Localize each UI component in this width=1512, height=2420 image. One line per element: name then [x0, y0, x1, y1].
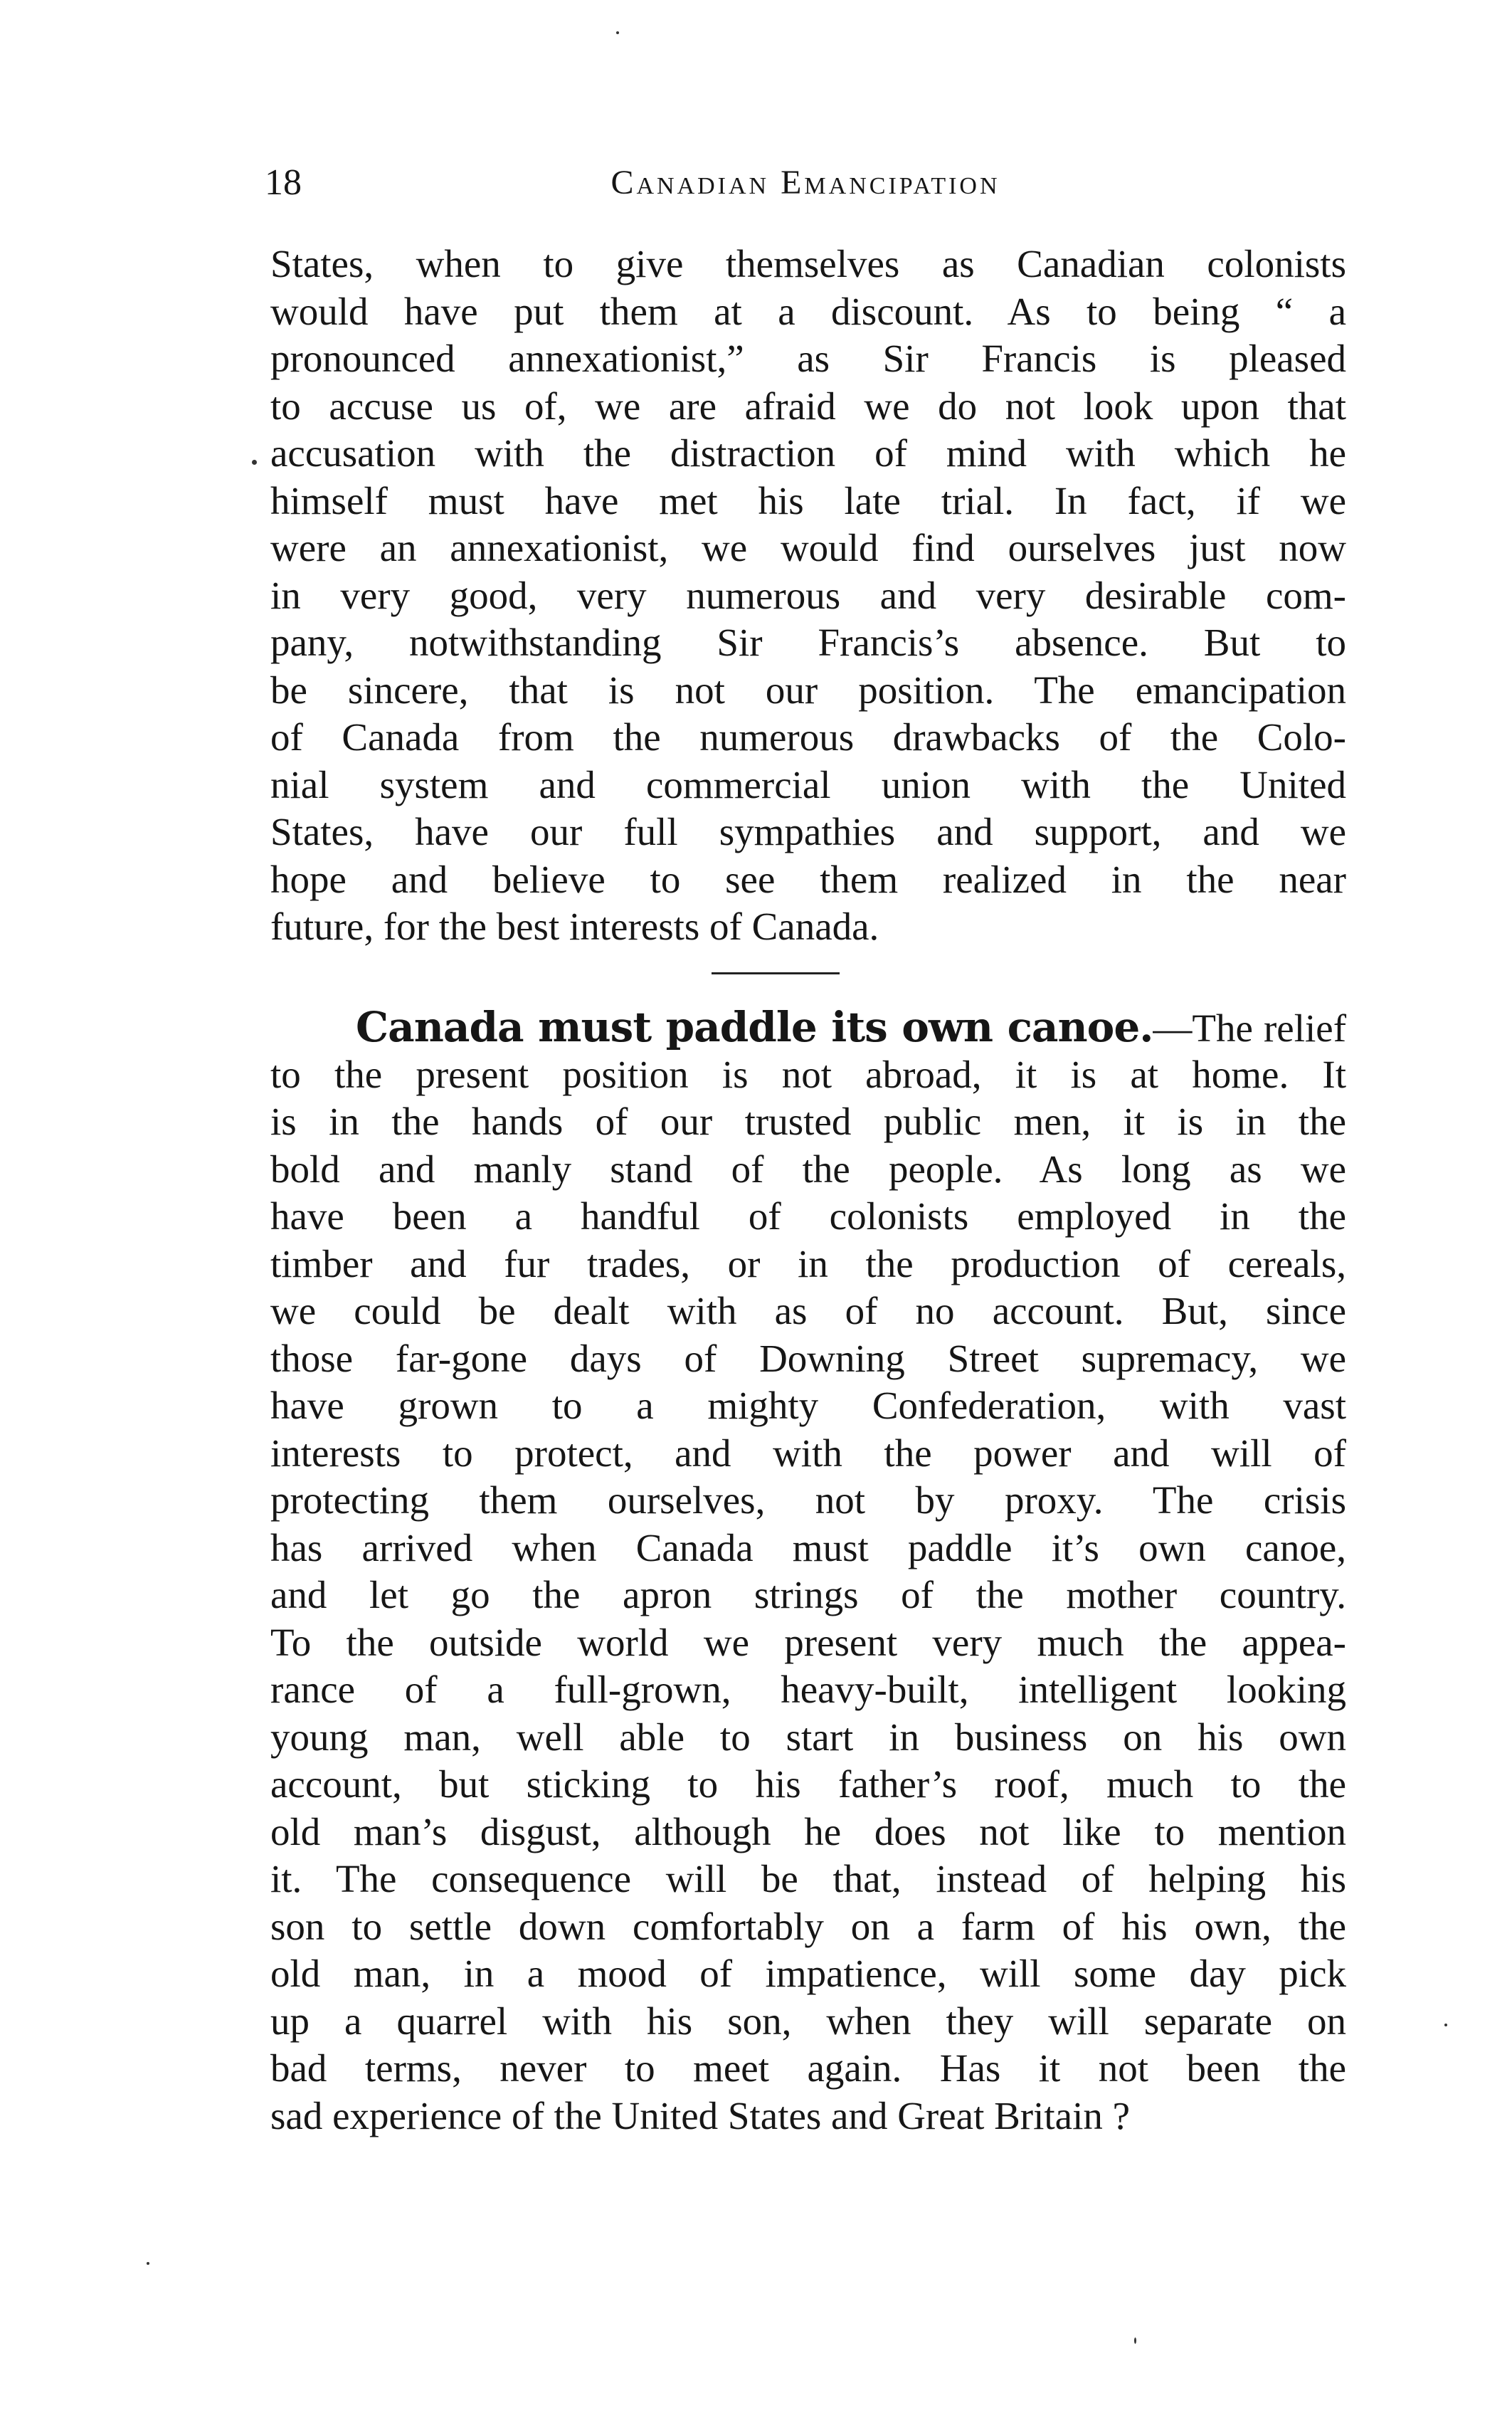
section-separator-rule [712, 972, 840, 974]
text-line: be sincere, that is not our position. The emancipation [270, 668, 1346, 712]
text-line: to the present position is not abroad, it is at home. It [270, 1052, 1346, 1096]
text-line: accusation with the distraction of mind with which he [270, 431, 1346, 475]
text-line: young man, well able to start in business on his own [270, 1715, 1346, 1759]
text-line: pronounced annexationist,” as Sir Francis is pleased [270, 337, 1346, 380]
text-line: has arrived when Canada must paddle it’s own canoe, [270, 1525, 1346, 1569]
text-line: nial system and commercial union with the United [270, 762, 1346, 806]
paragraph-canoe [270, 1004, 1346, 2140]
text-line: old man, in a mood of impatience, will some day pick [270, 1952, 1346, 1995]
page-header [265, 158, 1346, 208]
text-line: interests to protect, and with the power and will of [270, 1431, 1346, 1475]
scan-speck [147, 2262, 149, 2265]
text-line: we could be dealt with as of no account. But, since [270, 1289, 1346, 1332]
text-line: of Canada from the numerous drawbacks of the Colo- [270, 715, 1346, 759]
text-line: have grown to a mighty Confederation, with vast [270, 1384, 1346, 1427]
text-line: son to settle down comfortably on a farm of his own, the [270, 1904, 1346, 1948]
text-line: is in the hands of our trusted public men, it is in the [270, 1100, 1346, 1143]
text-line: up a quarrel with his son, when they will separate on [270, 1999, 1346, 2043]
text-line: pany, notwithstanding Sir Francis’s absence. But to [270, 621, 1346, 664]
text-line: States, have our full sympathies and support, and we [270, 810, 1346, 853]
scan-speck [1134, 2337, 1136, 2344]
text-line: rance of a full-grown, heavy-built, intelligent looking [270, 1668, 1346, 1711]
text-line: have been a handful of colonists employed in the [270, 1194, 1346, 1238]
text-line: timber and fur trades, or in the production of cereals, [270, 1241, 1346, 1285]
text-line: bold and manly stand of the people. As long as we [270, 1147, 1346, 1191]
scan-speck [252, 460, 257, 465]
text-line: to accuse us of, we are afraid we do not look upon that [270, 384, 1346, 428]
text-line: States, when to give themselves as Canadian colonists [270, 242, 1346, 285]
text-line: would have put them at a discount. As to being “ a [270, 289, 1346, 333]
text-line: old man’s disgust, although he does not like to mention [270, 1809, 1346, 1853]
text-line: bad terms, never to meet again. Has it not been the [270, 2046, 1346, 2090]
paragraph-annexation [270, 241, 1346, 951]
text-line: hope and believe to see them realized in the near [270, 857, 1346, 901]
text-line: himself must have met his late trial. In fact, if we [270, 478, 1346, 522]
heading-line [270, 1004, 1346, 1051]
text-line: account, but sticking to his father’s roof, much to the [270, 1762, 1346, 1806]
text-line: and let go the apron strings of the mother country. [270, 1573, 1346, 1616]
section-heading: Canada must paddle its own canoe. [356, 1003, 1153, 1051]
text-line: those far-gone days of Downing Street supremacy, we [270, 1336, 1346, 1380]
scan-speck [1444, 2024, 1447, 2026]
page-number: 18 [265, 162, 302, 203]
text-line: it. The consequence will be that, instead of helping his [270, 1857, 1346, 1900]
text-line: protecting them ourselves, not by proxy. The crisis [270, 1478, 1346, 1522]
text-line: were an annexationist, we would find ourselves just now [270, 526, 1346, 569]
text-line: sad experience of the United States and Great Britain ? [270, 2093, 1131, 2137]
text-line: in very good, very numerous and very desirable com- [270, 573, 1346, 617]
text-line: To the outside world we present very much the appea- [270, 1620, 1346, 1664]
scan-speck [616, 31, 619, 34]
text-line: future, for the best interests of Canada. [270, 905, 879, 948]
heading-line-rest: —The relief [1153, 1006, 1347, 1050]
running-title: Canadian Emancipation [610, 164, 1000, 201]
